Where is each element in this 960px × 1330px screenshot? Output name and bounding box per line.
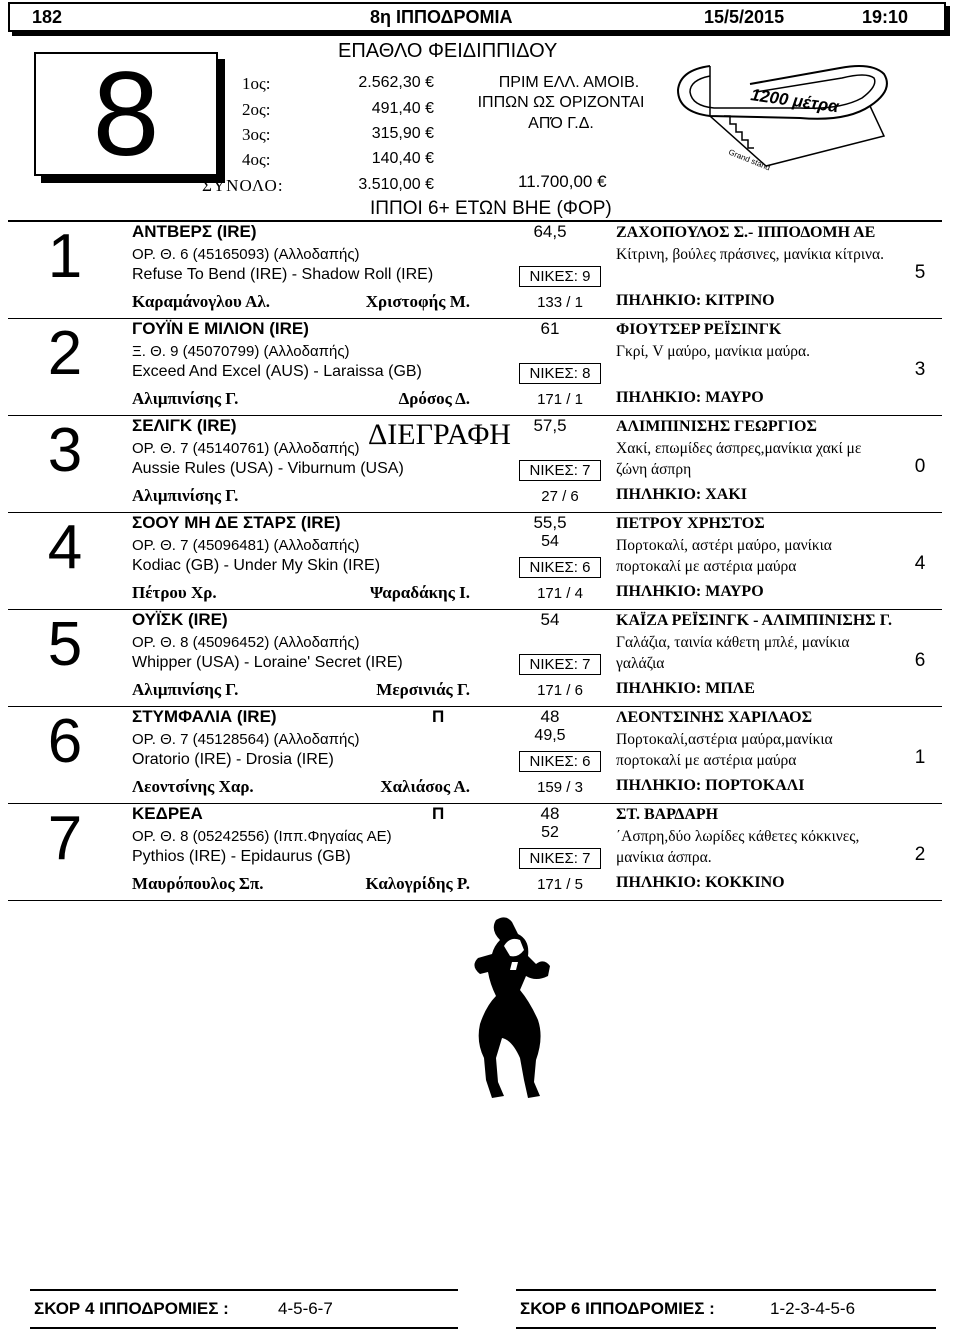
cap-color: ΠΗΛΗΚΙΟ: ΠΟΡΤΟΚΑΛΙ bbox=[616, 777, 805, 794]
prize-total-value: 3.510,00 € bbox=[358, 176, 434, 193]
entry-number: 5 bbox=[47, 610, 83, 679]
horse-weight: 61 bbox=[540, 319, 560, 338]
jockey-name: Χαλιάσος Α. bbox=[380, 777, 470, 796]
horse-weight: 48 bbox=[540, 804, 560, 823]
prize-value: 315,90 € bbox=[371, 125, 434, 142]
entry-number: 4 bbox=[47, 513, 83, 582]
draw-number: 0 bbox=[914, 456, 926, 477]
prize-value: 491,40 € bbox=[371, 100, 434, 117]
silk-colors: Κίτρινη, βούλες πράσινες, μανίκια κίτρινα. bbox=[616, 246, 885, 263]
horse-name: ΑΝΤΒΕΡΣ (IRE) bbox=[132, 222, 257, 241]
entry-number: 3 bbox=[47, 416, 83, 485]
wins-box: ΝΙΚΕΣ: 6 bbox=[519, 751, 601, 772]
horse-weight: 55,5 bbox=[533, 513, 567, 532]
silk-colors: Γκρί, V μαύρο, μανίκια μαύρα. bbox=[616, 343, 810, 360]
trainer-name: Λεοντσίνης Χαρ. bbox=[132, 777, 254, 796]
horse-pedigree: Kodiac (GB) - Under My Skin (IRE) bbox=[132, 557, 381, 574]
header-bar bbox=[8, 2, 946, 32]
horse-info: ΟΡ. Θ. 7 (45096481) (Αλλοδαπής) bbox=[132, 537, 360, 554]
wins-box: ΝΙΚΕΣ: 7 bbox=[519, 460, 601, 481]
horse-weight-adjusted: 52 bbox=[541, 824, 559, 841]
prize-value: 2.562,30 € bbox=[358, 74, 434, 91]
owner-name: ΖΑΧΟΠΟΥΛΟΣ Σ.- ΙΠΠΟΔΟΜΗ ΑΕ bbox=[616, 224, 876, 241]
horse-pedigree: Aussie Rules (USA) - Viburnum (USA) bbox=[132, 460, 404, 477]
horse-info: ΟΡ. Θ. 8 (05242556) (Ιππ.Φηγαίας ΑΕ) bbox=[132, 828, 392, 845]
cap-color: ΠΗΛΗΚΙΟ: ΜΑΥΡΟ bbox=[616, 583, 764, 600]
prize-label: 4ος: bbox=[242, 150, 271, 169]
horse-weight-adjusted: 49,5 bbox=[534, 727, 566, 744]
silk-colors: ΄Ασπρη,δύο λωρίδες κάθετες κόκκινες, μανίκια άσπρα. bbox=[616, 828, 860, 866]
prize-total-label: ΣΥΝΟΛΟ: bbox=[202, 176, 284, 195]
entry-number: 6 bbox=[47, 707, 83, 776]
cap-color: ΠΗΛΗΚΙΟ: ΧΑΚΙ bbox=[616, 486, 748, 503]
footer-score4 bbox=[30, 1289, 458, 1329]
owner-name: ΦΙΟΥΤΣΕΡ ΡΕΪΣΙΝΓΚ bbox=[616, 321, 782, 338]
horse-name: ΟΥΪΣΚ (IRE) bbox=[132, 610, 228, 629]
trainer-name: Αλιμπινίσης Γ. bbox=[132, 389, 239, 408]
cap-color: ΠΗΛΗΚΙΟ: ΚΙΤΡΙΝΟ bbox=[616, 292, 775, 309]
score6-label: ΣΚΟΡ 6 ΙΠΠΟΔΡΟΜΙΕΣ : bbox=[520, 1299, 715, 1318]
owner-name: ΛΕΟΝΤΣΙΝΗΣ ΧΑΡΙΛΑΟΣ bbox=[616, 709, 813, 726]
horse-info: ΟΡ. Θ. 7 (45140761) (Αλλοδαπής) bbox=[132, 440, 360, 457]
entry-row bbox=[0, 222, 960, 319]
trainer-name: Αλιμπινίσης Γ. bbox=[132, 486, 239, 505]
entry-number: 7 bbox=[47, 804, 83, 873]
trainer-name: Μαυρόπουλος Σπ. bbox=[132, 874, 264, 893]
horse-pedigree: Oratorio (IRE) - Drosia (IRE) bbox=[132, 751, 334, 768]
horse-name: ΚΕΔΡΕΑ bbox=[132, 804, 203, 823]
race-condition: ΙΠΠΟΙ 6+ ΕΤΩΝ ΒΗΕ (ΦΟΡ) bbox=[370, 198, 612, 219]
jockey-name: Δρόσος Δ. bbox=[398, 389, 470, 408]
race-label: 8η ΙΠΠΟΔΡΟΜΙΑ bbox=[370, 7, 513, 27]
horse-weight: 57,5 bbox=[533, 416, 567, 435]
wins-box: ΝΙΚΕΣ: 6 bbox=[519, 557, 601, 578]
horse-weight: 54 bbox=[540, 610, 560, 629]
prize-label: 3ος: bbox=[242, 125, 271, 144]
scratched-label: ΔΙΕΓΡΑΦΗ bbox=[368, 418, 511, 451]
entry-row bbox=[0, 319, 960, 416]
horse-pedigree: Exceed And Excel (AUS) - Laraissa (GB) bbox=[132, 363, 422, 380]
wins-box: ΝΙΚΕΣ: 7 bbox=[519, 654, 601, 675]
footer-score6 bbox=[516, 1289, 936, 1329]
horse-rating: 27 / 6 bbox=[541, 488, 579, 505]
race-title: ΕΠΑΘΛΟ ΦΕΙΔΙΠΠΙΔΟΥ bbox=[338, 40, 558, 62]
draw-number: 1 bbox=[914, 747, 926, 768]
trainer-name: Πέτρου Χρ. bbox=[132, 583, 217, 602]
horse-mark: Π bbox=[432, 804, 445, 823]
owner-name: ΑΛΙΜΠΙΝΙΣΗΣ ΓΕΩΡΓΙΟΣ bbox=[616, 418, 817, 435]
draw-number: 5 bbox=[914, 262, 926, 283]
race-number-box bbox=[34, 47, 218, 181]
horse-info: Ξ. Θ. 9 (45070799) (Αλλοδαπής) bbox=[132, 343, 350, 360]
entry-number: 2 bbox=[47, 319, 83, 388]
owner-name: ΚΑΪΖΑ ΡΕΪΣΙΝΓΚ - ΑΛΙΜΠΙΝΙΣΗΣ Γ. bbox=[616, 612, 892, 629]
horse-info: ΟΡ. Θ. 7 (45128564) (Αλλοδαπής) bbox=[132, 731, 360, 748]
horse-weight: 48 bbox=[540, 707, 560, 726]
horse-rating: 171 / 6 bbox=[537, 682, 583, 699]
race-number: 8 bbox=[92, 47, 160, 181]
horse-rating: 171 / 5 bbox=[537, 876, 583, 893]
horse-rating: 171 / 1 bbox=[537, 391, 583, 408]
race-date: 15/5/2015 bbox=[704, 7, 785, 27]
horse-name: ΣΤΥΜΦΑΛΙΑ (IRE) bbox=[132, 707, 277, 726]
entry-row bbox=[0, 804, 960, 901]
jockey-name: Καλογρίδης Ρ. bbox=[365, 874, 470, 893]
bonus-line: ΠΡΙΜ ΕΛΛ. ΑΜΟΙΒ. bbox=[498, 74, 640, 91]
prize-value: 140,40 € bbox=[371, 150, 434, 167]
entry-row bbox=[0, 707, 960, 804]
horse-rating: 159 / 3 bbox=[537, 779, 583, 796]
horse-name: ΓΟΥΪΝ Ε ΜΙΛΙΟΝ (IRE) bbox=[132, 319, 309, 338]
bonus-total: 11.700,00 € bbox=[518, 172, 607, 191]
owner-name: ΠΕΤΡΟΥ ΧΡΗΣΤΟΣ bbox=[616, 515, 765, 532]
jockey-name: Ψαραδάκης Ι. bbox=[369, 583, 470, 602]
draw-number: 2 bbox=[914, 844, 926, 865]
jockey-horse-illustration bbox=[440, 910, 590, 1110]
horse-pedigree: Whipper (USA) - Loraine' Secret (IRE) bbox=[132, 654, 403, 671]
horse-info: ΟΡ. Θ. 8 (45096452) (Αλλοδαπής) bbox=[132, 634, 360, 651]
bonus-line: ΙΠΠΩΝ ΩΣ ΟΡΙΖΟΝΤΑΙ bbox=[477, 94, 645, 111]
cap-color: ΠΗΛΗΚΙΟ: ΜΑΥΡΟ bbox=[616, 389, 764, 406]
score4-value: 4-5-6-7 bbox=[278, 1299, 333, 1318]
trainer-name: Καραμάνογλου Αλ. bbox=[132, 292, 271, 311]
horse-mark: Π bbox=[432, 707, 445, 726]
trainer-name: Αλιμπινίσης Γ. bbox=[132, 680, 239, 699]
draw-number: 3 bbox=[914, 359, 926, 380]
entry-row bbox=[0, 513, 960, 610]
horse-pedigree: Refuse To Bend (IRE) - Shadow Roll (IRE) bbox=[132, 266, 434, 283]
track-diagram bbox=[670, 56, 900, 176]
grandstand-label: Grand stand bbox=[727, 147, 772, 173]
page-number: 182 bbox=[32, 7, 63, 27]
prize-label: 2ος: bbox=[242, 100, 271, 119]
track-distance: 1200 μέτρα bbox=[749, 85, 840, 117]
bonus-line: ΑΠΌ Γ.Δ. bbox=[528, 115, 594, 132]
prize-label: 1ος: bbox=[242, 74, 271, 93]
wins-box: ΝΙΚΕΣ: 7 bbox=[519, 848, 601, 869]
horse-rating: 171 / 4 bbox=[537, 585, 583, 602]
horse-name: ΣΕΛΙΓΚ (IRE) bbox=[132, 416, 237, 435]
draw-number: 6 bbox=[914, 650, 926, 671]
score4-label: ΣΚΟΡ 4 ΙΠΠΟΔΡΟΜΙΕΣ : bbox=[34, 1299, 229, 1318]
silk-colors: Γαλάζια, ταινία κάθετη μπλέ, μανίκια γαλάζια bbox=[616, 634, 850, 672]
horse-weight: 64,5 bbox=[533, 222, 567, 241]
entry-row bbox=[0, 610, 960, 707]
cap-color: ΠΗΛΗΚΙΟ: ΚΟΚΚΙΝΟ bbox=[616, 874, 785, 891]
cap-color: ΠΗΛΗΚΙΟ: ΜΠΛΕ bbox=[616, 680, 755, 697]
wins-box: ΝΙΚΕΣ: 9 bbox=[519, 266, 601, 287]
score6-value: 1-2-3-4-5-6 bbox=[770, 1299, 856, 1318]
divider bbox=[8, 900, 942, 901]
horse-name: ΣΟΟΥ ΜΗ ΔΕ ΣΤΑΡΣ (IRE) bbox=[132, 513, 341, 532]
horse-weight-adjusted: 54 bbox=[541, 533, 559, 550]
silk-colors: Χακί, επωμίδες άσπρες,μανίκια χακί με ζώνη άσπρη bbox=[616, 440, 862, 478]
jockey-name: Μερσινιάς Γ. bbox=[376, 680, 470, 699]
owner-name: ΣΤ. ΒΑΡΔΑΡΗ bbox=[616, 806, 719, 823]
silk-colors: Πορτοκαλί, αστέρι μαύρο, μανίκια πορτοκαλί με αστέρια μαύρα bbox=[616, 537, 832, 575]
horse-rating: 133 / 1 bbox=[537, 294, 583, 311]
entry-number: 1 bbox=[47, 222, 83, 291]
jockey-name: Χριστοφής Μ. bbox=[365, 292, 470, 311]
wins-box: ΝΙΚΕΣ: 8 bbox=[519, 363, 601, 384]
horse-info: ΟΡ. Θ. 6 (45165093) (Αλλοδαπής) bbox=[132, 246, 360, 263]
horse-pedigree: Pythios (IRE) - Epidaurus (GB) bbox=[132, 848, 351, 865]
silk-colors: Πορτοκαλί,αστέρια μαύρα,μανίκια πορτοκαλί με αστέρια μαύρα bbox=[616, 731, 833, 769]
draw-number: 4 bbox=[914, 553, 926, 574]
race-time: 19:10 bbox=[862, 7, 909, 27]
